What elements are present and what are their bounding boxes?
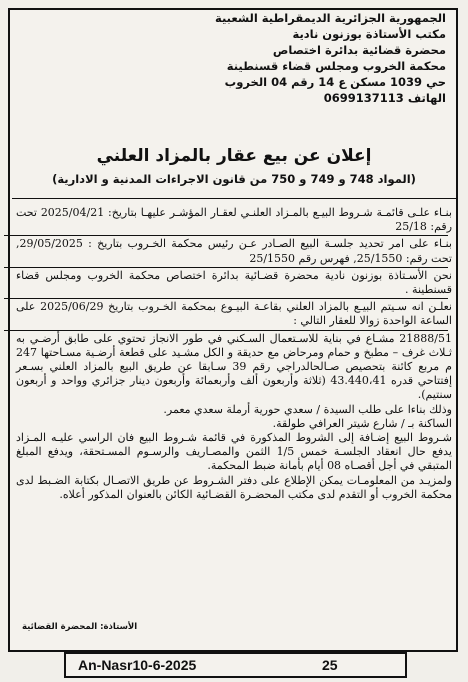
divider-line <box>12 198 456 199</box>
publication-date: An-Nasr10-6-2025 <box>78 657 197 673</box>
paragraph-info: ولمزيـد من المعلومـات يمكن الإطلاع على دفتر الشـروط عن طريق الاتصـال بكتابة الضـبط لدى محكمة الخروب أو التقدم لدى مكتب المحضـرة القضـائية الكائن بالعنوان المذكور أعلاه. <box>16 473 452 501</box>
announcement-subtitle: (المواد 748 و 749 و 750 من قانون الاجراءات المدنية و الادارية) <box>52 172 416 186</box>
paragraph-separator <box>4 235 448 236</box>
footer-bar <box>64 652 407 678</box>
paragraph-sale-date: نعلـن انه سـيتم البيـع بالمزاد العلني بقاعـة البيـوع بمحكمة الخـروب بتاريخ 2025/06/29 على الساعة الواحدة زوالا للعقار التالي : <box>16 300 452 328</box>
paragraph-bailiff: نحن الأسـتاذة بوزنون نادية محضرة قضـائية بدائرة اختصاص محكمة الخروب ومجلس قضاء قسنطينة . <box>16 268 452 297</box>
header-line-court: محكمة الخروب ومجلس قضاء قسنطينة <box>226 59 446 73</box>
header-block <box>146 10 446 106</box>
paragraph-terms: شـروط البيع إضـافة إلى الشروط المذكورة في قائمة شـروط البيع فان الراسي عليـه المـزاد يدفع حال انعقاد الجلسـة خمس 1/5 الثمن والمصـاريف والرسـوم المسـتحقة، ويدفع المبلغ المتبقي في أجل أقصـاه 08 أيام بأمانة ضبط المحكمة. <box>16 431 452 473</box>
header-line-phone: الهاتف 0699137113 <box>323 91 446 105</box>
header-line-office: مكتب الأستاذة بوزنون نادية <box>292 27 446 41</box>
paragraph-separator <box>4 298 448 299</box>
paragraph-order: بنـاء على امر تحديد جلسـة البيع الصـادر عـن رئيس محكمة الخـروب بتاريخ : 29/05/2025, تحت رقم: 25/1550, فهرس رقم 25/1550 <box>16 237 452 265</box>
header-line-state: الجمهورية الجزائرية الديمقراطية الشعبية <box>214 11 446 25</box>
paragraph-conditions: بنـاء علـى قائمـة شـروط البيـع بالمـزاد العلنـي لعقـار المؤشـر عليهـا بتاريخ: 2025/04/21 تحت رقم: 25/18 <box>16 206 452 234</box>
paragraph-requester: وذلك بناءا على طلب السيدة / سعدي حورية أرملة سعدي معمر. <box>163 402 452 416</box>
header-line-address: حي 1039 مسكن ع 14 رقم 04 الخروب <box>224 75 446 89</box>
paragraph-property: 21888/51 مشـاع في بناية للاسـتعمال السـكني في طور الانجاز تحتوي على طابق أرضـي به ثـلاث غرف – مطبخ و حمام ومرحاض مع حديقة و الكل مشـيد على قطعة أرضـية مسـاحتها 247 م مربع كائنة بتحصيص صـالحالدراجي رقم 39 سـابقا عن طريق البيع بالمزاد العلني بسـعر إفتتاحي قدره 43.440،41 (ثلاثة وأربعون ألف وأربعمائة وأربعون دينار جزائري وواحد و أربعون سنتيم). <box>16 331 452 402</box>
paragraph-residence: الساكنة بـ / شارع شيتر العرافي طولقة. <box>272 416 452 430</box>
paragraph-separator <box>4 267 448 268</box>
announcement-title: إعلان عن بيع عقار بالمزاد العلني <box>96 146 372 166</box>
page-number: 25 <box>322 657 338 673</box>
signature-label: الأستاذة: المحضرة القضائية <box>22 622 138 632</box>
paragraph-separator <box>4 330 448 331</box>
header-line-role: محضرة قضائية بدائرة اختصاص <box>272 43 446 57</box>
announcement-body <box>16 206 452 502</box>
